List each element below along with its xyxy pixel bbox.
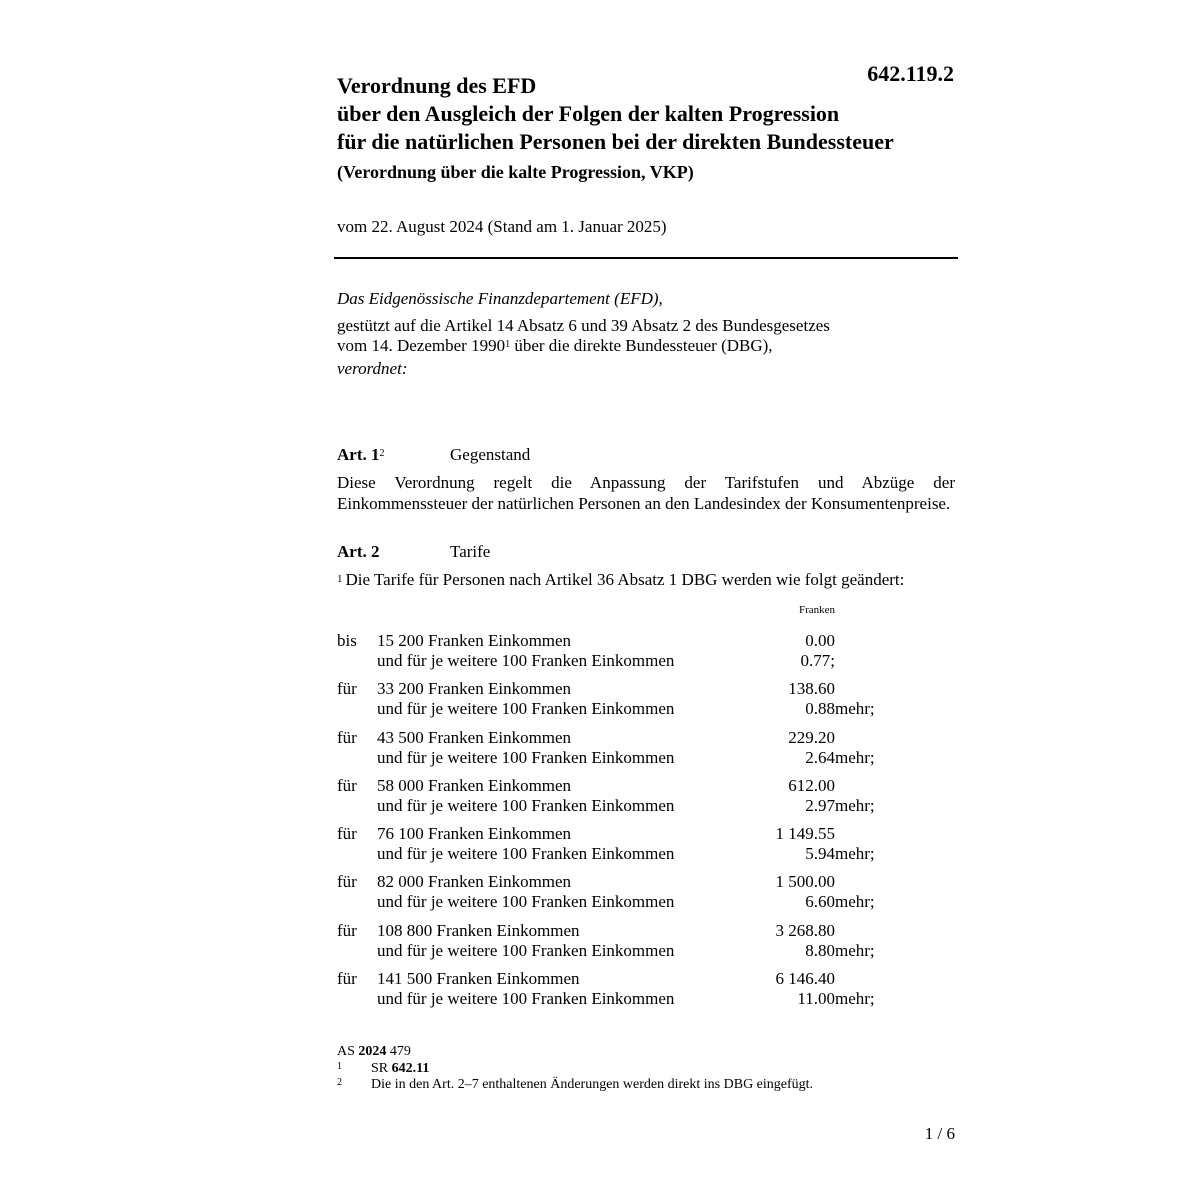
tariff-row-line-1 <box>337 631 957 651</box>
tariff-row <box>337 969 957 1017</box>
tariff-row-line-1 <box>337 969 957 989</box>
title-block <box>337 72 977 183</box>
tariff-prefix: für <box>337 824 357 844</box>
as-prefix: AS <box>337 1044 359 1059</box>
tariff-increment-text: und für je weitere 100 Franken Einkommen <box>377 699 675 719</box>
art2-intro <box>337 569 957 591</box>
tariff-income: 141 500 Franken Einkommen <box>377 969 580 989</box>
tariff-increment-text: und für je weitere 100 Franken Einkommen <box>377 795 675 815</box>
art2-title: Tarife <box>450 542 491 561</box>
tariff-row-line-1 <box>337 824 957 844</box>
tariff-row-line-1 <box>337 872 957 892</box>
tariff-rate: 2.97 <box>805 795 835 815</box>
tariff-row-line-2 <box>337 989 957 1009</box>
paragraph-number: 1 <box>337 573 343 585</box>
tariff-row-line-1 <box>337 921 957 941</box>
art2-intro-text: Die Tarife für Personen nach Artikel 36 Absatz 1 DBG werden wie folgt geändert: <box>345 570 905 589</box>
tariff-row-line-2 <box>337 651 957 671</box>
tariff-rate-suffix: mehr; <box>835 892 875 912</box>
tariff-row-line-1 <box>337 679 957 699</box>
tariff-amount: 138.60 <box>788 679 835 699</box>
tariff-row <box>337 824 957 872</box>
footnote-mark: 1 <box>337 1061 342 1072</box>
tariff-income: 82 000 Franken Einkommen <box>377 872 572 892</box>
as-reference <box>337 1043 957 1061</box>
tariff-amount: 6 146.40 <box>775 969 835 989</box>
tariff-column-header: Franken <box>798 604 835 616</box>
footnote-ref-2[interactable]: 2 <box>379 448 385 459</box>
tariff-row-line-2 <box>337 892 957 912</box>
tariff-row <box>337 728 957 776</box>
tariff-row <box>337 776 957 824</box>
preamble-basis-text-b: über die direkte Bundessteuer (DBG), <box>510 336 773 355</box>
tariff-row-line-2 <box>337 699 957 719</box>
art1-number-text: Art. 1 <box>337 445 380 464</box>
title-line-1: Verordnung des EFD <box>337 73 537 98</box>
tariff-income: 43 500 Franken Einkommen <box>377 727 572 747</box>
art1-title: Gegenstand <box>450 445 531 464</box>
footnote-ref-1[interactable]: 1 <box>505 339 511 350</box>
title-line-2: über den Ausgleich der Folgen der kalten Progression <box>337 101 840 126</box>
date-line: vom 22. August 2024 (Stand am 1. Januar 2025) <box>337 217 667 236</box>
page-number: 1 / 6 <box>924 1124 955 1143</box>
tariff-income: 58 000 Franken Einkommen <box>377 775 572 795</box>
tariff-rate: 5.94 <box>805 844 835 864</box>
tariff-rate: 8.80 <box>805 940 835 960</box>
tariff-row-line-2 <box>337 844 957 864</box>
tariff-row <box>337 631 957 679</box>
tariff-rate-suffix: mehr; <box>835 699 875 719</box>
as-page: 479 <box>386 1044 411 1059</box>
footnotes <box>337 1043 957 1093</box>
tariff-rate: 11.00 <box>797 989 835 1009</box>
tariff-increment-text: und für je weitere 100 Franken Einkommen <box>377 892 675 912</box>
tariff-amount: 3 268.80 <box>775 920 835 940</box>
tariff-prefix: bis <box>337 631 357 650</box>
header-divider <box>334 257 958 259</box>
footnote-2 <box>337 1077 957 1093</box>
art1-text: Diese Verordnung regelt die Anpassung der Tarifstufen und Abzüge der Einkommenssteuer der natürlichen Personen an den Landesindex der Konsumentenpreise. <box>337 473 955 513</box>
footnote-text-a: SR <box>371 1061 392 1076</box>
tariff-rate-suffix: mehr; <box>835 747 875 767</box>
tariff-increment-text: und für je weitere 100 Franken Einkommen <box>377 747 675 767</box>
tariff-increment-text: und für je weitere 100 Franken Einkommen <box>377 651 675 670</box>
tariff-row-line-1 <box>337 776 957 796</box>
footnote-1 <box>337 1061 957 1077</box>
art2-number: Art. 2 <box>337 542 380 561</box>
tariff-amount: 229.20 <box>788 727 835 747</box>
tariff-rate: 0.88 <box>805 699 835 719</box>
tariff-row <box>337 921 957 969</box>
tariff-prefix: für <box>337 872 357 892</box>
tariff-income: 15 200 Franken Einkommen <box>377 631 572 650</box>
footnote-text: Die in den Art. 2–7 enthaltenen Änderungen werden direkt ins DBG eingefügt. <box>371 1077 814 1092</box>
tariff-row-line-2 <box>337 748 957 768</box>
footnote-mark: 2 <box>337 1077 342 1088</box>
tariff-rate-suffix: mehr; <box>835 989 875 1009</box>
tariff-prefix: für <box>337 727 357 747</box>
footnote-text <box>371 1061 429 1077</box>
tariff-rate: 6.60 <box>805 892 835 912</box>
footnote-sr-number[interactable]: 642.11 <box>391 1061 430 1076</box>
tariff-row-line-2 <box>337 941 957 961</box>
tariff-row <box>337 679 957 727</box>
tariff-table <box>337 631 957 1017</box>
tariff-row-line-1 <box>337 728 957 748</box>
tariff-income: 33 200 Franken Einkommen <box>377 679 572 699</box>
tariff-amount: 1 149.55 <box>775 824 835 844</box>
preamble-authority: Das Eidgenössische Finanzdepartement (EFD), <box>337 289 663 308</box>
sr-number: 642.119.2 <box>867 61 954 86</box>
art2-heading <box>337 541 957 563</box>
title-line-3: für die natürlichen Personen bei der direkten Bundessteuer <box>337 129 894 154</box>
tariff-increment-text: und für je weitere 100 Franken Einkommen <box>377 989 675 1009</box>
art1-number <box>337 444 450 466</box>
art1-heading <box>337 444 957 466</box>
preamble-basis-line-2 <box>337 336 957 356</box>
preamble-basis-text-a: vom 14. Dezember 1990 <box>337 336 506 355</box>
tariff-rate: 2.64 <box>805 747 835 767</box>
tariff-prefix: für <box>337 775 357 795</box>
tariff-increment-text: und für je weitere 100 Franken Einkommen <box>377 844 675 864</box>
subtitle: (Verordnung über die kalte Progression, VKP) <box>337 162 694 182</box>
tariff-prefix: für <box>337 920 357 940</box>
tariff-rate: 0.77; <box>800 651 835 670</box>
tariff-rate-suffix: mehr; <box>835 795 875 815</box>
tariff-prefix: für <box>337 969 357 989</box>
tariff-amount: 0.00 <box>805 631 835 650</box>
tariff-rate-suffix: mehr; <box>835 940 875 960</box>
tariff-prefix: für <box>337 679 357 699</box>
preamble-basis-line-1: gestützt auf die Artikel 14 Absatz 6 und 39 Absatz 2 des Bundesgesetzes <box>337 316 830 335</box>
tariff-amount: 612.00 <box>788 775 835 795</box>
tariff-income: 76 100 Franken Einkommen <box>377 824 572 844</box>
tariff-amount: 1 500.00 <box>775 872 835 892</box>
tariff-row-line-2 <box>337 796 957 816</box>
tariff-rate-suffix: mehr; <box>835 844 875 864</box>
as-year: 2024 <box>358 1044 387 1059</box>
preamble-verb: verordnet: <box>337 359 408 378</box>
preamble <box>337 288 957 380</box>
tariff-row <box>337 872 957 920</box>
tariff-increment-text: und für je weitere 100 Franken Einkommen <box>377 940 675 960</box>
tariff-income: 108 800 Franken Einkommen <box>377 920 580 940</box>
